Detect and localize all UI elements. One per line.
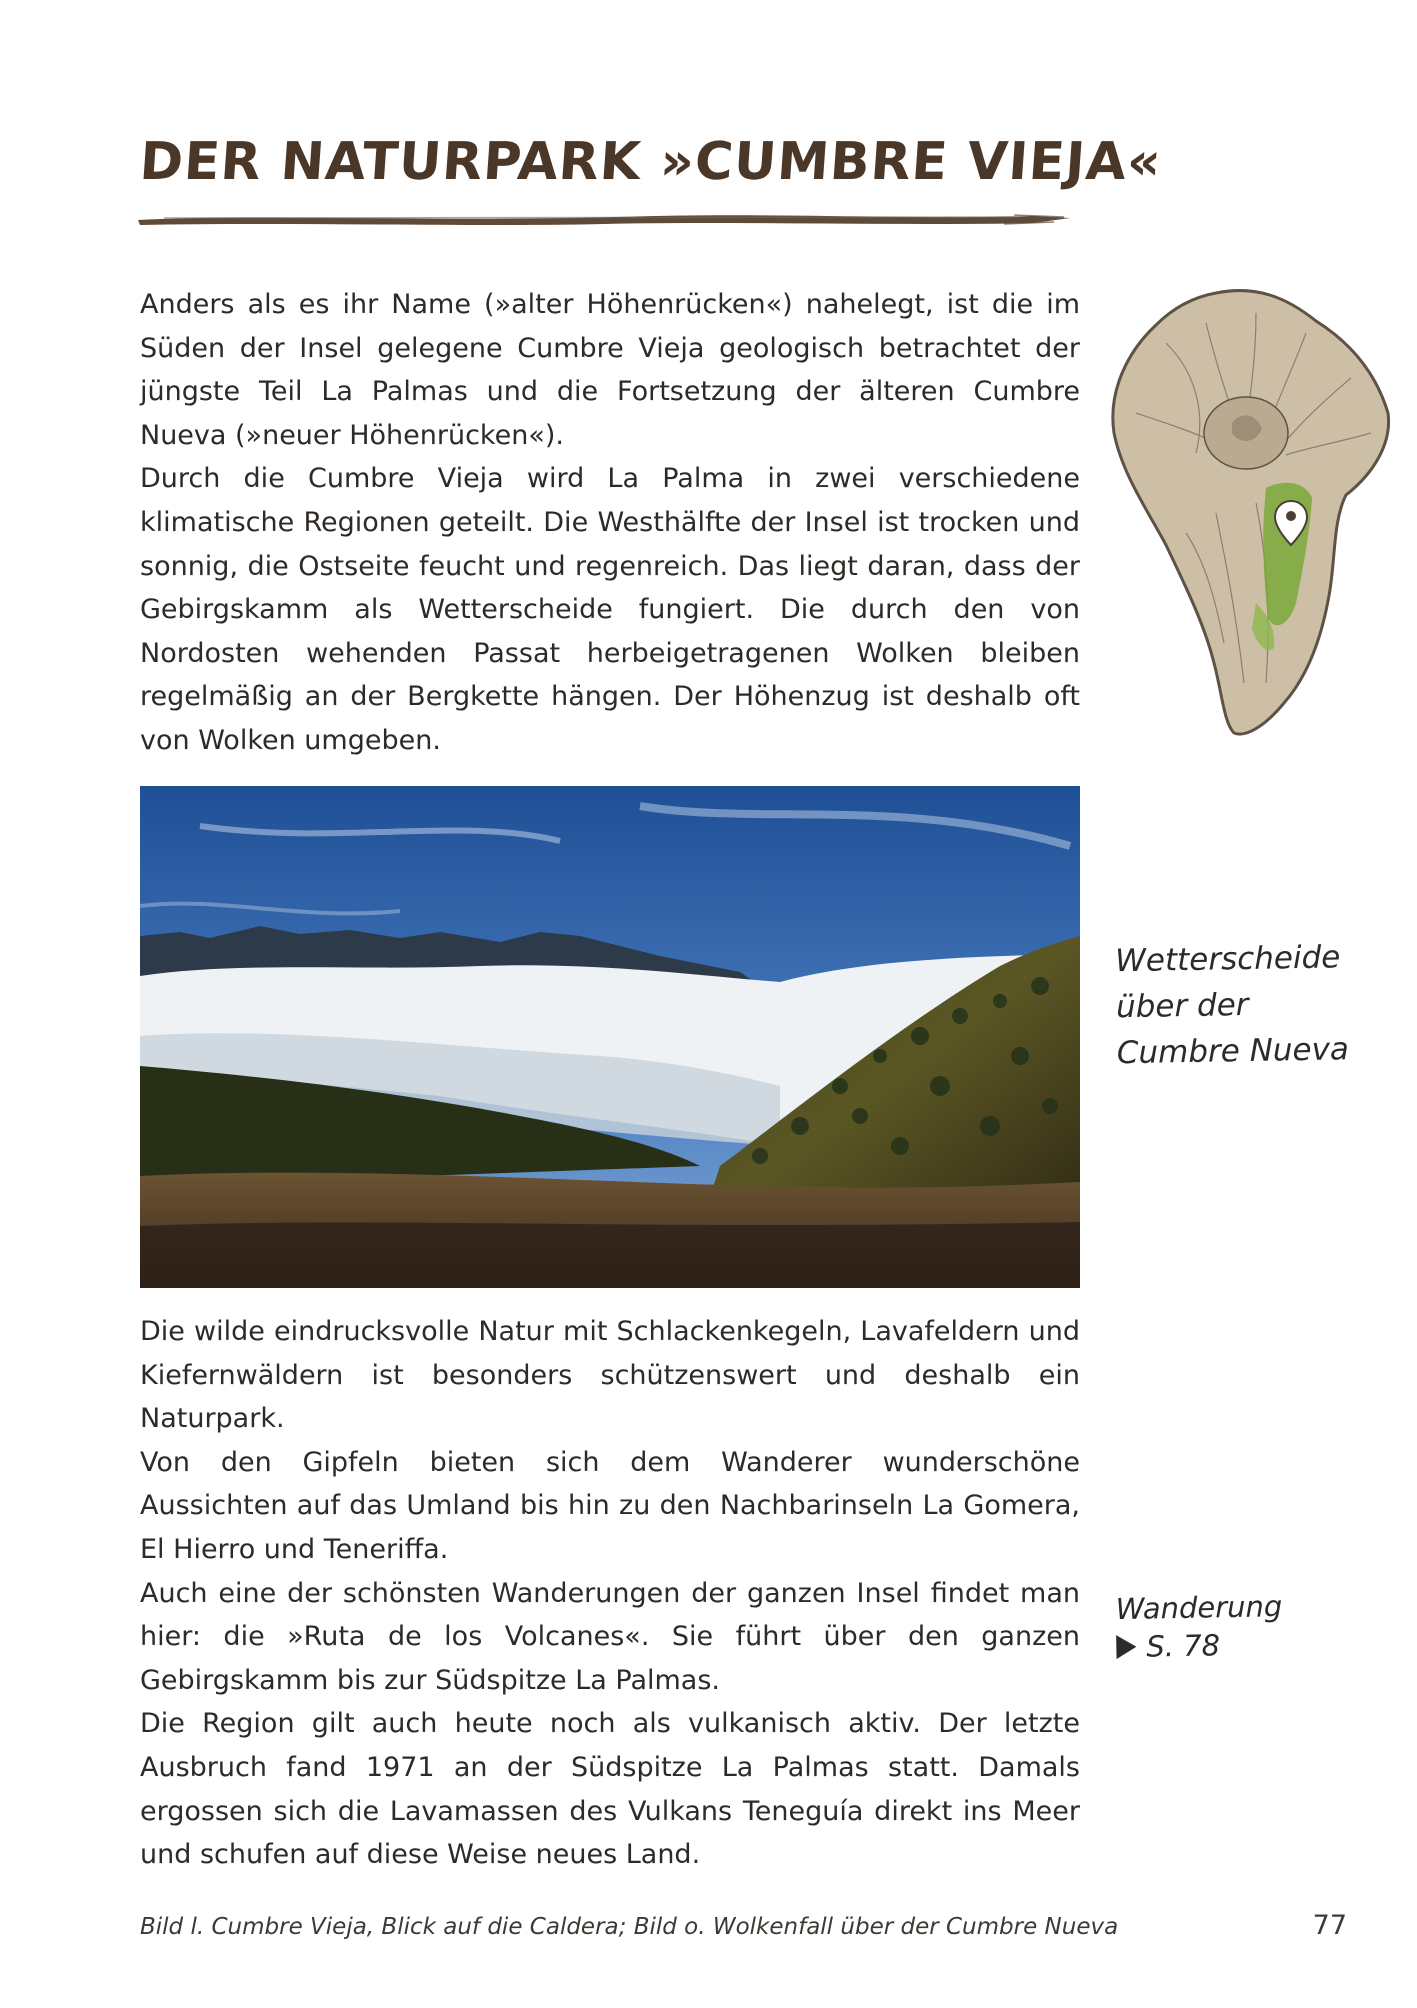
page-title: DER NATURPARK »CUMBRE VIEJA«	[137, 132, 1164, 192]
side-note-line-1: Wetterscheide	[1114, 939, 1341, 980]
hike-label: Wanderung	[1115, 1589, 1283, 1627]
hike-reference-note	[1115, 1586, 1356, 1666]
paragraph-geology: Anders als es ihr Name (»alter Höhenrücken«) nahelegt, ist die im Süden der Insel gelegene Cumbre Vieja geologisch betrachtet der jüngste Teil La Palmas und die Fortsetzung der älteren Cumbre Nueva (»neuer Höhenrücken«).	[140, 289, 1080, 451]
paragraph-climate: Durch die Cumbre Vieja wird La Palma in zwei verschiedene klimatische Regionen geteilt. Die Westhälfte der Insel ist trocken und sonnig, die Ostseite feucht und regenreich. Das liegt daran, dass der Gebirgskamm als Wetterscheide fungiert. Die durch den von Nordosten wehenden Passat herbeigetragenen Wolken bleiben regelmäßig an der Bergkette hängen. Der Höhenzug ist deshalb oft von Wolken umgeben.	[140, 463, 1080, 756]
photo-side-note	[1115, 934, 1377, 1077]
page-number: 77	[1312, 1910, 1347, 1941]
title-brush-underline	[134, 208, 1074, 230]
hike-page-link[interactable]	[1116, 1624, 1357, 1666]
hike-page-ref: S. 78	[1146, 1628, 1221, 1664]
la-palma-island-map	[1106, 283, 1396, 743]
intro-text-block	[140, 283, 1080, 763]
photo-caption: Bild l. Cumbre Vieja, Blick auf die Caldera; Bild o. Wolkenfall über der Cumbre Nueva	[140, 1914, 1119, 1940]
play-arrow-icon	[1116, 1635, 1136, 1659]
paragraph-nature: Die wilde eindrucksvolle Natur mit Schlackenkegeln, Lavafeldern und Kiefernwäldern ist besonders schützenswert und deshalb ein Naturpark.	[140, 1316, 1080, 1435]
nature-park-text-block	[140, 1310, 1080, 1877]
side-note-line-2: über der	[1115, 986, 1249, 1026]
paragraph-views: Von den Gipfeln bieten sich dem Wanderer wunderschöne Aussichten auf das Umland bis hin zu den Nachbarinseln La Gomera, El Hierro und Teneriffa.	[140, 1446, 1080, 1565]
side-note-line-3: Cumbre Nueva	[1116, 1031, 1350, 1072]
cumbre-nueva-cloud-photo	[140, 786, 1080, 1288]
paragraph-hike: Auch eine der schönsten Wanderungen der ganzen Insel findet man hier: die »Ruta de los Volcanes«. Sie führt über den ganzen Gebirgskamm bis zur Südspitze La Palmas.	[140, 1577, 1080, 1696]
paragraph-volcanic: Die Region gilt auch heute noch als vulkanisch aktiv. Der letzte Ausbruch fand 1971 an der Südspitze La Palmas statt. Damals ergossen sich die Lavamassen des Vulkans Teneguía direkt ins Meer und schufen auf diese Weise neues Land.	[140, 1708, 1080, 1871]
